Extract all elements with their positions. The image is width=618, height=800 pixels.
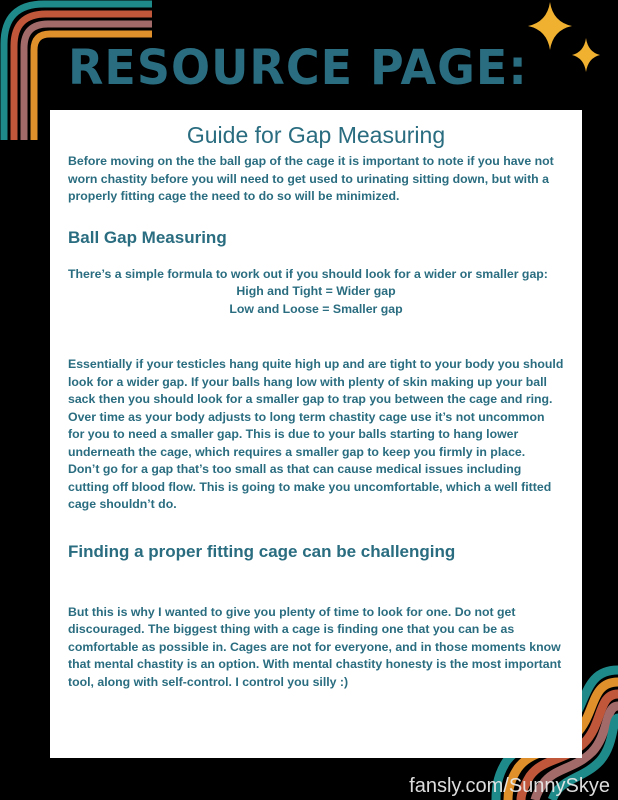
page-title: RESOURCE PAGE: <box>68 38 528 96</box>
formula-high-tight: High and Tight = Wider gap <box>236 284 396 298</box>
section-heading-fitting: Finding a proper fitting cage can be challenging <box>68 541 456 561</box>
watermark: fansly.com/SunnySkye <box>409 775 610 797</box>
warning-paragraph: Don’t go for a gap that’s too small as that can cause medical issues including cutting off blood flow. This is going to make you uncomfortable, which a well fitted cage shouldn’t do. <box>68 462 552 511</box>
intro-paragraph: Before moving on the the ball gap of the cage it is important to note if you have not worn chastity before you will need to get used to urinating sitting down, but with a properly fitting cage the need to do so will be minimized. <box>68 154 554 203</box>
body-paragraph: Essentially if your testicles hang quite high up and are tight to your body you should look for a wider gap. If your balls hang low with plenty of skin making up your ball sack then you should look for a smaller gap to trap you between the cage and ring. Over time as your body adjusts to long term chastity cage use it’s not uncommon for you to need a smaller gap. This is due to your balls starting to hang lower underneath the cage, which requires a smaller gap to keep you firmly in place. <box>68 357 564 459</box>
formula-low-loose: Low and Loose = Smaller gap <box>229 301 403 316</box>
closing-paragraph: But this is why I wanted to give you plenty of time to look for one. Do not get discouraged. The biggest thing with a cage is finding one that you can be as comfortable as possible in. Cages are not for everyone, and in those moments know that mental chastity is an option. With mental chastity honesty is the most important tool, along with self-control. I control you silly :) <box>68 604 562 689</box>
section-heading-ball-gap: Ball Gap Measuring <box>68 227 227 247</box>
sparkle-stars-icon <box>520 0 610 90</box>
formula-intro: There’s a simple formula to work out if you should look for a wider or smaller gap: <box>68 266 548 281</box>
guide-sheet <box>50 110 582 758</box>
guide-title: Guide for Gap Measuring <box>186 122 446 148</box>
